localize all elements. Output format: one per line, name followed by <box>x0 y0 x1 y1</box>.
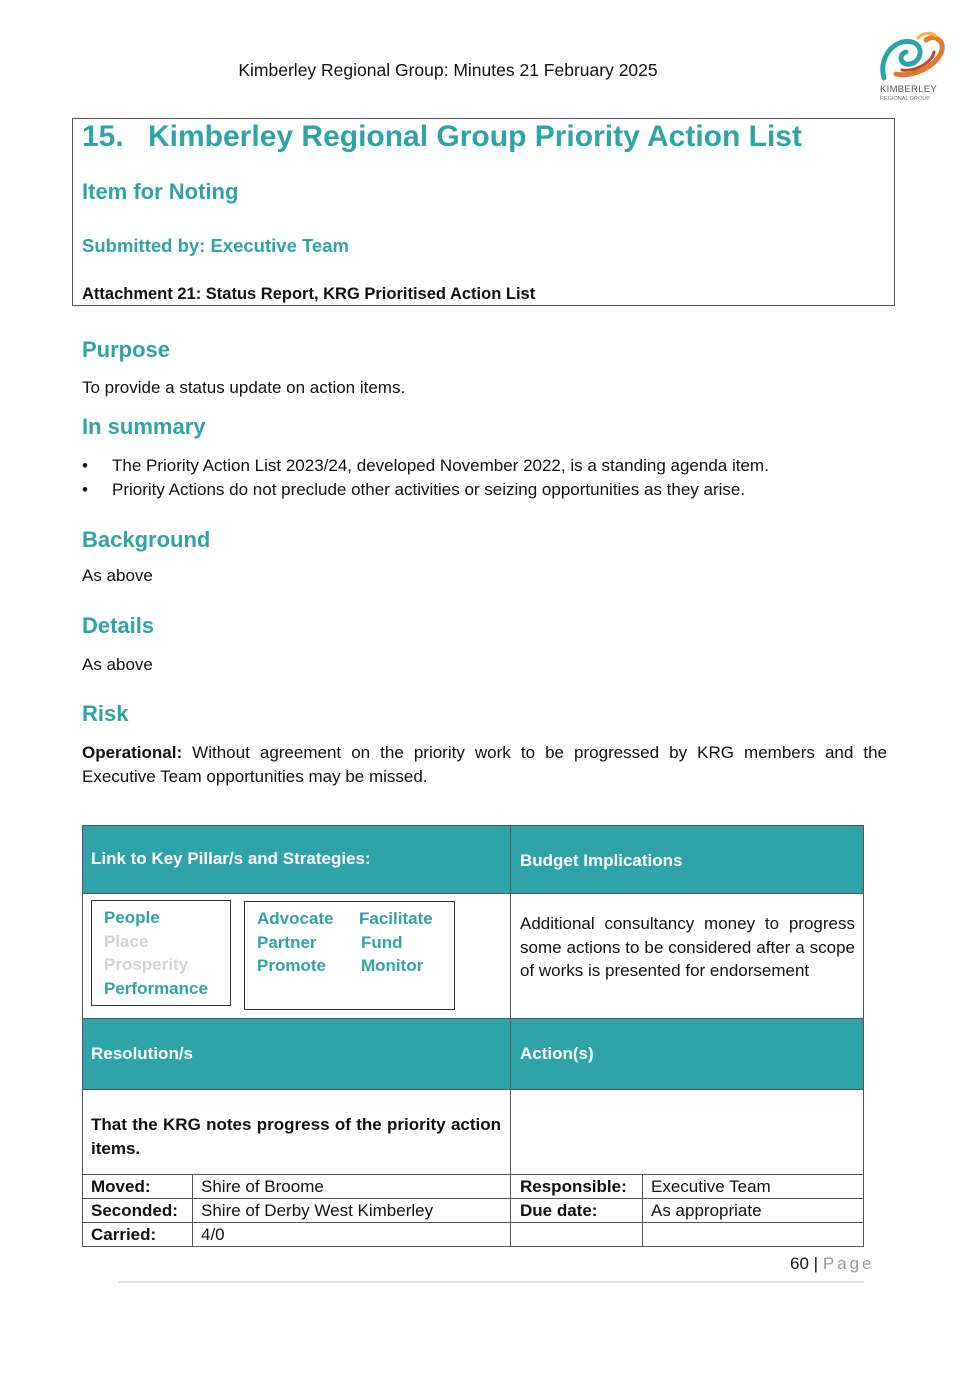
table-divider <box>83 893 863 894</box>
carried-value: 4/0 <box>201 1225 225 1244</box>
responsible-value: Executive Team <box>651 1177 771 1196</box>
table-divider <box>192 1174 193 1247</box>
budget-implications-text: Additional consultancy money to progress some actions to be considered after a scope of works is presented for endorsement <box>520 914 855 980</box>
seconded-label: Seconded: <box>91 1201 178 1220</box>
table-divider <box>83 1018 863 1019</box>
seconded-value: Shire of Derby West Kimberley <box>201 1201 434 1220</box>
background-heading: Background <box>82 527 211 552</box>
item-number: 15. <box>82 120 124 153</box>
page-number-value: 60 <box>790 1254 809 1273</box>
pillar-prosperity: Prosperity <box>104 955 189 974</box>
pillar-performance: Performance <box>104 979 208 998</box>
list-item: • The Priority Action List 2023/24, developed November 2022, is a standing agenda item. <box>82 454 769 478</box>
logo-swirl-icon <box>872 28 950 86</box>
submitted-by: Submitted by: Executive Team <box>82 235 349 256</box>
moved-label: Moved: <box>91 1177 151 1196</box>
table-divider <box>642 1174 643 1247</box>
resolution-text: That the KRG notes progress of the priority action items. <box>91 1115 501 1158</box>
risk-label: Operational: <box>82 743 183 762</box>
table-header-band <box>83 1019 863 1089</box>
responsible-label: Responsible: <box>520 1177 627 1196</box>
background-text: As above <box>82 566 153 585</box>
carried-label: Carried: <box>91 1225 157 1244</box>
table-divider <box>83 1089 863 1090</box>
list-item: • Priority Actions do not preclude other activities or seizing opportunities as they arise. <box>82 478 769 502</box>
summary-list <box>82 454 769 502</box>
summary-heading: In summary <box>82 414 206 439</box>
risk-text <box>82 741 887 788</box>
table-divider <box>83 1222 863 1223</box>
strategy-facilitate: Facilitate <box>359 909 433 928</box>
document-header-title: Kimberley Regional Group: Minutes 21 February 2025 <box>238 60 658 80</box>
due-date-value: As appropriate <box>651 1201 762 1220</box>
strategy-advocate: Advocate <box>257 909 334 928</box>
item-type: Item for Noting <box>82 179 239 204</box>
logo-subtext: REGIONAL GROUP <box>880 96 930 102</box>
purpose-text: To provide a status update on action items. <box>82 378 406 397</box>
link-pillars-heading: Link to Key Pillar/s and Strategies: <box>91 849 371 868</box>
page-word: Page <box>822 1254 875 1273</box>
budget-heading: Budget Implications <box>520 851 683 870</box>
purpose-heading: Purpose <box>82 337 171 362</box>
strategy-promote: Promote <box>257 956 326 975</box>
strategy-partner: Partner <box>257 933 317 952</box>
logo-text: KIMBERLEY <box>880 84 938 95</box>
details-heading: Details <box>82 613 155 638</box>
page-separator: | <box>813 1254 819 1273</box>
due-date-label: Due date: <box>520 1201 598 1220</box>
moved-value: Shire of Broome <box>201 1177 324 1196</box>
item-title: Kimberley Regional Group Priority Action List <box>148 120 802 153</box>
details-text: As above <box>82 655 153 674</box>
pillar-people: People <box>104 908 160 927</box>
footer-rule <box>118 1281 864 1283</box>
attachment-reference: Attachment 21: Status Report, KRG Prioritised Action List <box>82 285 536 303</box>
risk-heading: Risk <box>82 701 129 726</box>
table-divider <box>83 1198 863 1199</box>
resolution-heading: Resolution/s <box>91 1044 194 1063</box>
risk-description: Without agreement on the priority work to be progressed by KRG members and the Executive Team opportunities may be missed. <box>82 743 887 786</box>
page-number <box>790 1254 875 1274</box>
pillar-place: Place <box>104 932 149 951</box>
kimberley-logo <box>872 28 950 108</box>
table-divider <box>510 826 511 1247</box>
table-divider <box>83 1174 863 1175</box>
strategy-fund: Fund <box>361 933 403 952</box>
strategy-monitor: Monitor <box>361 956 424 975</box>
actions-heading: Action(s) <box>520 1044 594 1063</box>
